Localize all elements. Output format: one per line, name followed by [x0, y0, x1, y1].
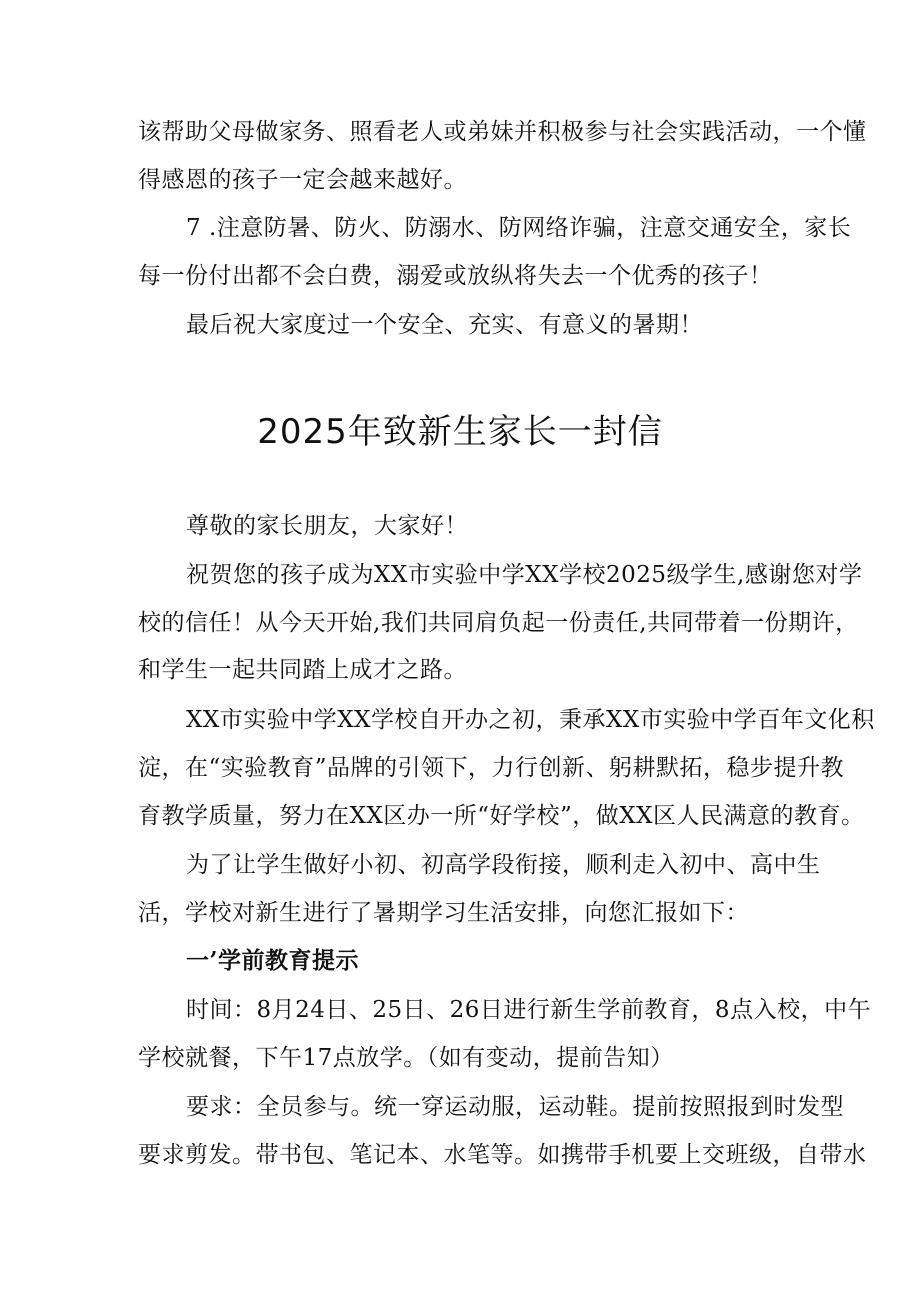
- paragraph-line: 校的信任！从今天开始,我们共同肩负起一份责任,共同带着一份期许，: [138, 610, 859, 636]
- greeting: 尊敬的家长朋友，大家好！: [186, 513, 468, 539]
- paragraph-line: 要求剪发。带书包、笔记本、水笔等。如携带手机要上交班级，自带水: [138, 1142, 867, 1168]
- paragraph-line: 学校就餐，下午17点放学。（如有变动，提前告知）: [138, 1045, 674, 1071]
- paragraph-line: 要求：全员参与。统一穿运动服，运动鞋。提前按照报到时发型: [186, 1094, 844, 1120]
- paragraph-line: XX市实验中学XX学校自开办之初，秉承XX市实验中学百年文化积: [186, 707, 875, 733]
- paragraph-line: 淀，在“实验教育”品牌的引领下，力行创新、躬耕默拓，稳步提升教: [138, 755, 845, 781]
- letter-title: 2025年致新生家长一封信: [257, 412, 663, 452]
- list-item-7-line: 7 .注意防暑、防火、防溺水、防网络诈骗，注意交通安全，家长: [186, 215, 852, 241]
- closing-line: 最后祝大家度过一个安全、充实、有意义的暑期！: [186, 312, 703, 338]
- paragraph-line: 得感恩的孩子一定会越来越好。: [138, 167, 467, 193]
- paragraph-line: 育教学质量，努力在XX区办一所“好学校”，做XX区人民满意的教育。: [138, 803, 865, 829]
- paragraph-line: 为了让学生做好小初、初高学段衔接，顺利走入初中、高中生: [186, 852, 821, 878]
- paragraph-line: 和学生一起共同踏上成才之路。: [138, 657, 467, 683]
- paragraph-line: 时间：8月24日、25日、26日进行新生学前教育，8点入校，中午: [186, 997, 872, 1023]
- paragraph-line: 祝贺您的孩子成为XX市实验中学XX学校2025级学生,感谢您对学: [186, 562, 863, 588]
- list-item-7-line: 每一份付出都不会白费，溺爱或放纵将失去一个优秀的孩子！: [138, 263, 773, 289]
- paragraph-line: 该帮助父母做家务、照看老人或弟妹并积极参与社会实践活动，一个懂: [138, 119, 867, 145]
- paragraph-line: 活，学校对新生进行了暑期学习生活安排，向您汇报如下：: [138, 900, 749, 926]
- section-heading: 一’学前教育提示: [186, 947, 360, 974]
